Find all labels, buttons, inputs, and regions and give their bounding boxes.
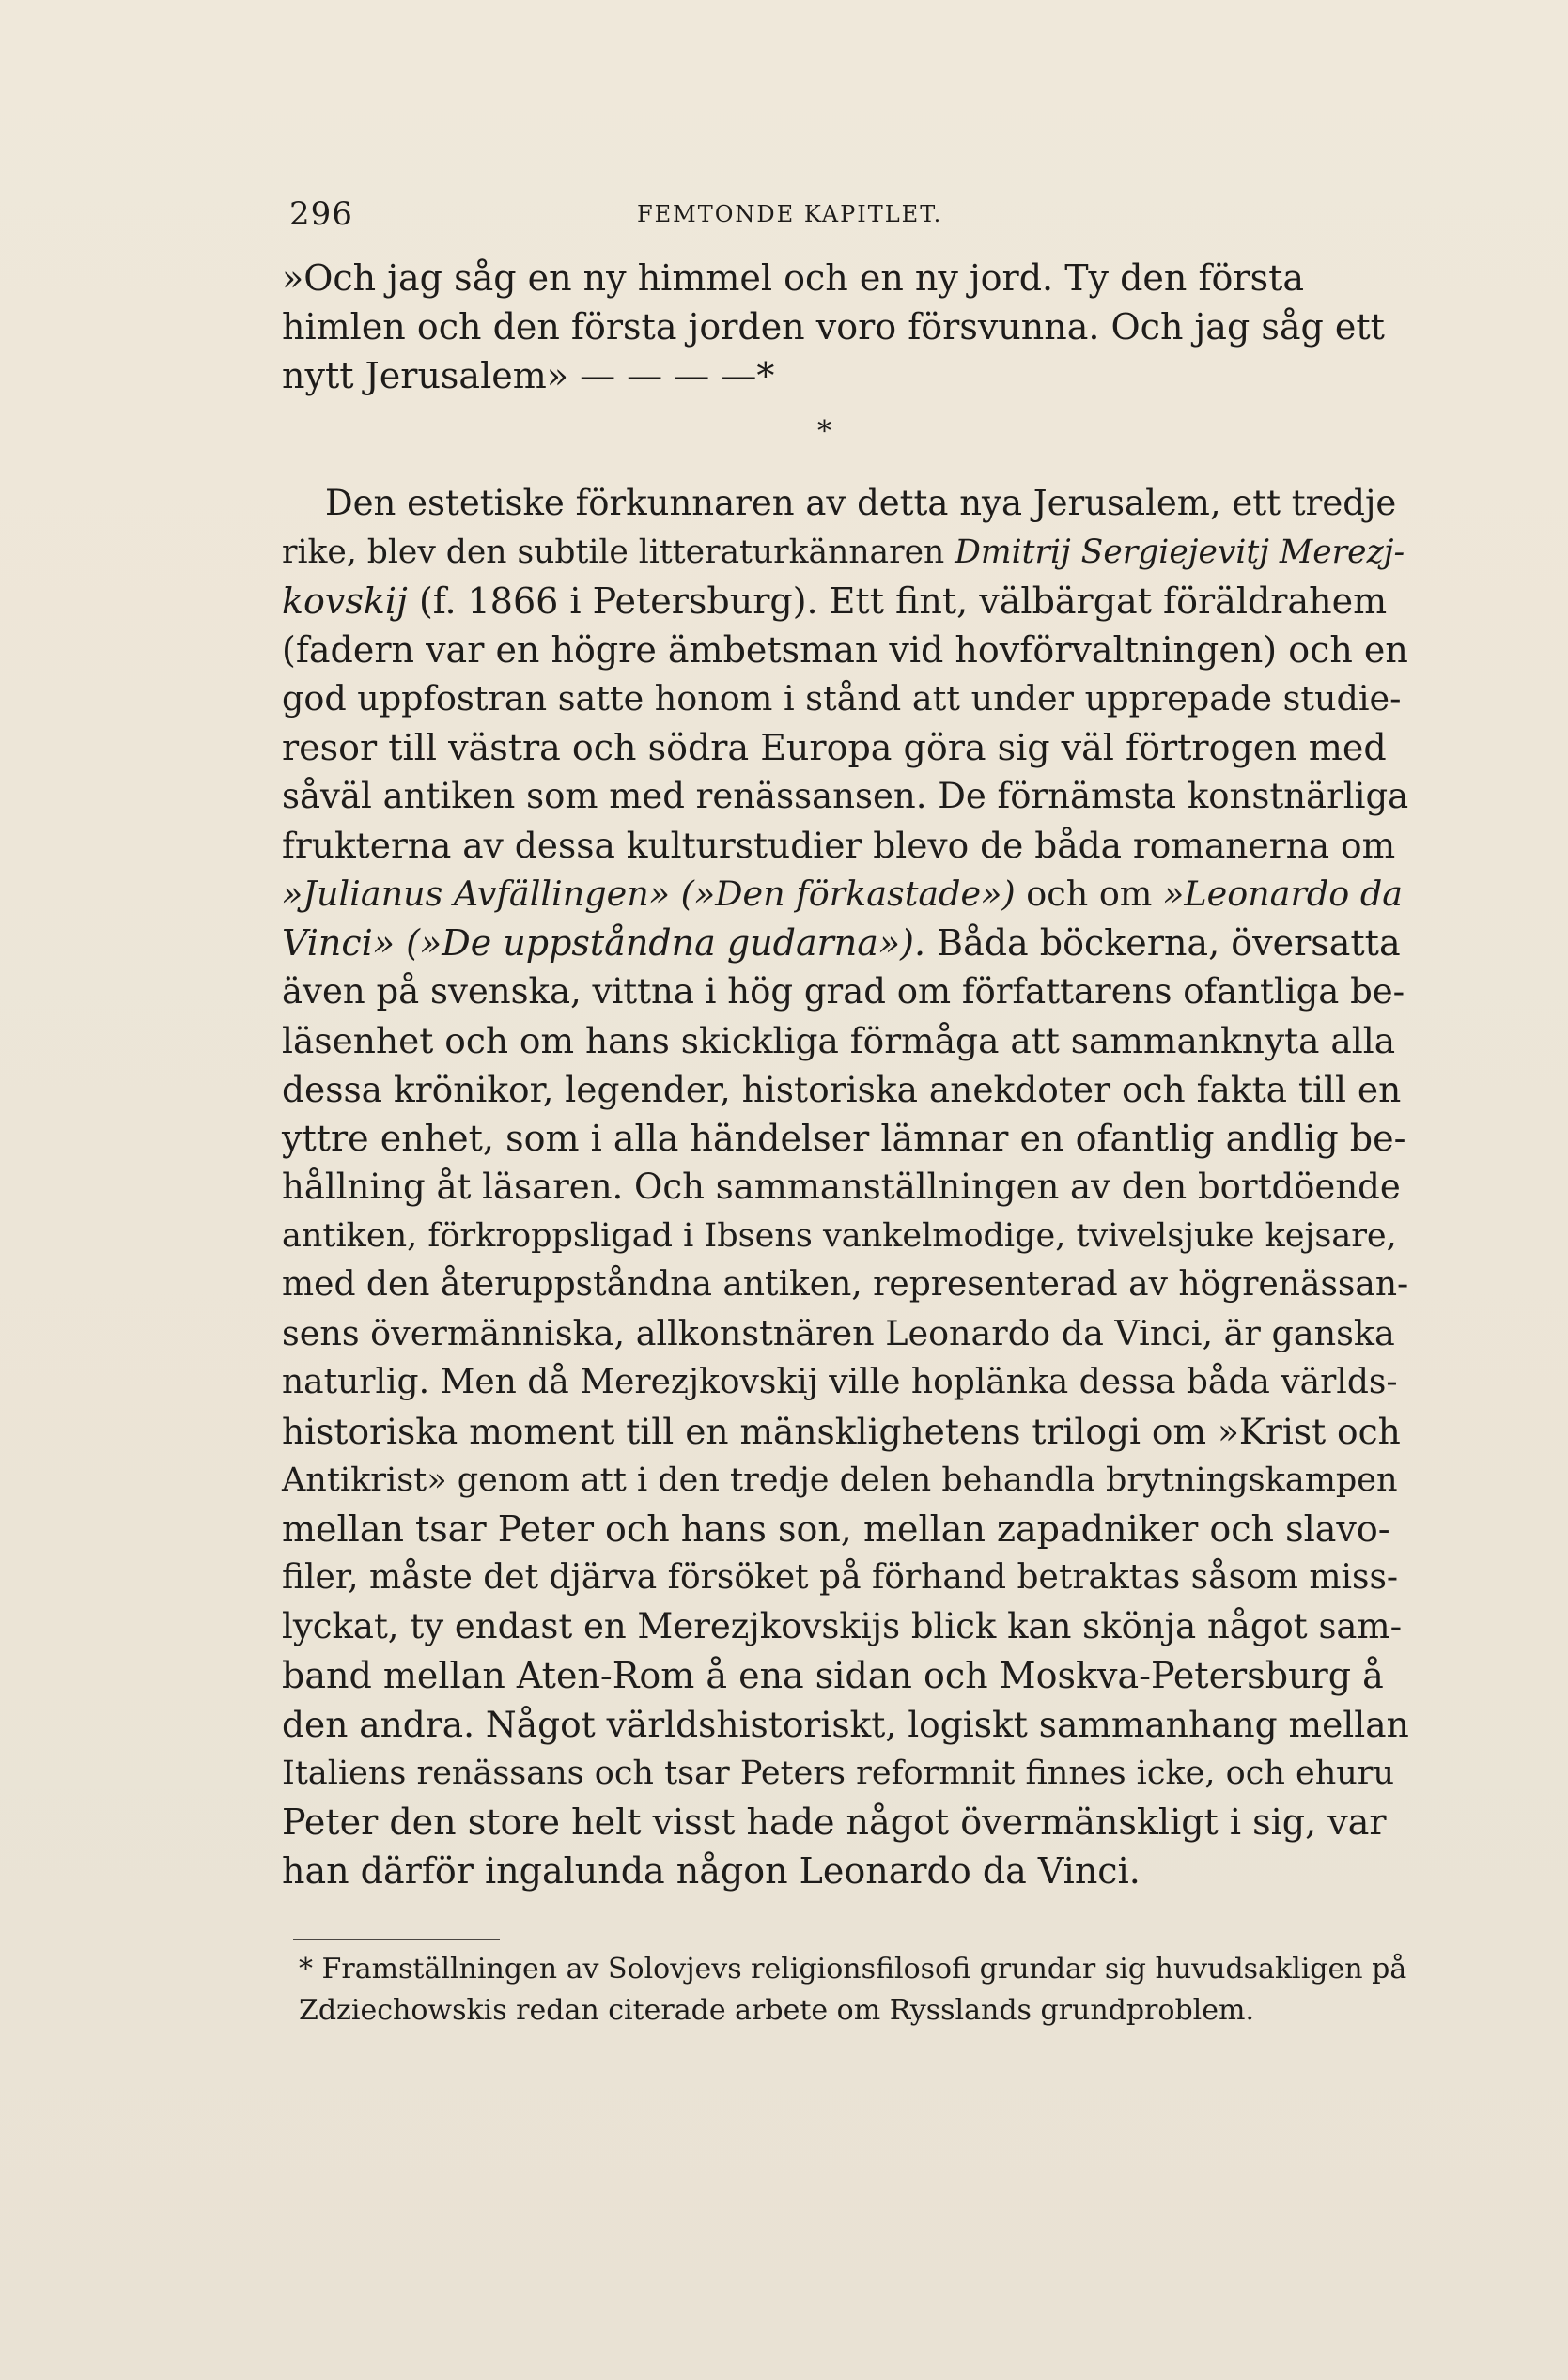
footnote-rule <box>293 1939 500 1940</box>
body-line: »Och jag såg en ny himmel och en ny jord. Ty den första <box>282 257 1304 299</box>
body-line: sens övermänniska, allkonstnären Leonardo da Vinci, är ganska <box>282 1313 1395 1353</box>
body-line: band mellan Aten-Rom å ena sidan och Moskva-Petersburg å <box>282 1655 1384 1696</box>
body-line: historiska moment till en mänsklighetens trilogi om »Krist och <box>282 1411 1401 1452</box>
body-line: yttre enhet, som i alla händelser lämnar en ofantlig andlig be- <box>282 1118 1406 1159</box>
page-number: 296 <box>289 195 353 233</box>
body-line: lyckat, ty endast en Merezjkovskijs blick kan skönja något sam- <box>282 1606 1403 1646</box>
book-title: »Leonardo da <box>1163 873 1403 914</box>
body-line: med den återuppståndna antiken, representerad av högrenässan- <box>282 1265 1409 1304</box>
footnote-line: * Framställningen av Solovjevs religionsfilosofi grundar sig huvudsakligen på <box>299 1953 1407 1986</box>
body-line <box>282 528 1409 577</box>
running-head: FEMTONDE KAPITLET. <box>637 201 943 227</box>
body-line: (fadern var en högre ämbetsman vid hovförvaltningen) och en <box>282 629 1408 671</box>
body-line <box>282 919 1409 967</box>
section-asterisk: * <box>817 415 831 448</box>
author-name-end: kovskij <box>282 580 408 622</box>
body-line: Den estetiske förkunnaren av detta nya Jerusalem, ett tredje <box>325 483 1397 523</box>
body-line <box>282 870 1409 919</box>
body-line: även på svenska, vittna i hög grad om författarens ofantliga be- <box>282 971 1405 1012</box>
body-line: Antikrist» genom att i den tredje delen behandla brytningskampen <box>282 1461 1398 1499</box>
body-text: och om <box>1026 873 1153 914</box>
body-line: läsenhet och om hans skickliga förmåga att sammanknyta alla <box>282 1020 1396 1061</box>
body-line: hållning åt läsaren. Och sammanställningen av den bortdöende <box>282 1167 1401 1207</box>
author-name: Dmitrij Sergiejevitj Merezj- <box>955 533 1405 571</box>
body-line: himlen och den första jorden voro försvunna. Och jag såg ett <box>282 306 1385 348</box>
body-line: han därför ingalunda någon Leonardo da Vinci. <box>282 1850 1141 1892</box>
body-line: god uppfostran satte honom i stånd att under upprepade studie- <box>282 678 1402 719</box>
body-line: Italiens renässans och tsar Peters reformnit finnes icke, och ehuru <box>282 1754 1395 1792</box>
body-line: resor till västra och södra Europa göra sig väl förtrogen med <box>282 727 1387 768</box>
body-line: antiken, förkroppsligad i Ibsens vankelmodige, tvivelsjuke kejsare, <box>282 1217 1397 1255</box>
body-line: nytt Jerusalem» — — — —* <box>282 355 775 396</box>
body-line: dessa krönikor, legender, historiska anekdoter och fakta till en <box>282 1069 1402 1110</box>
footnote-line: Zdziechowskis redan citerade arbete om Rysslands grundproblem. <box>299 1994 1254 2027</box>
book-title: Vinci» (»De uppståndna gudarna»). <box>282 922 926 964</box>
body-line: såväl antiken som med renässansen. De förnämsta konstnärliga <box>282 776 1409 816</box>
body-line: mellan tsar Peter och hans son, mellan zapadniker och slavo- <box>282 1508 1390 1550</box>
page-header <box>289 195 1398 242</box>
body-line: filer, måste det djärva försöket på förhand betraktas såsom miss- <box>282 1558 1399 1597</box>
body-line: Peter den store helt visst hade något övermänskligt i sig, var <box>282 1801 1387 1843</box>
body-text: Båda böckerna, översatta <box>937 922 1401 964</box>
body-line: frukterna av dessa kulturstudier blevo de båda romanerna om <box>282 825 1396 866</box>
body-text: (f. 1866 i Petersburg). Ett fint, välbärgat föräldrahem <box>418 580 1388 622</box>
book-title: »Julianus Avfällingen» (»Den förkastade») <box>282 873 1016 914</box>
body-line: naturlig. Men då Merezjkovskij ville hoplänka dessa båda världs- <box>282 1363 1398 1401</box>
body-line <box>282 577 1409 626</box>
body-text: rike, blev den subtile litteraturkännaren <box>282 533 945 571</box>
body-line: den andra. Något världshistoriskt, logiskt sammanhang mellan <box>282 1704 1409 1745</box>
